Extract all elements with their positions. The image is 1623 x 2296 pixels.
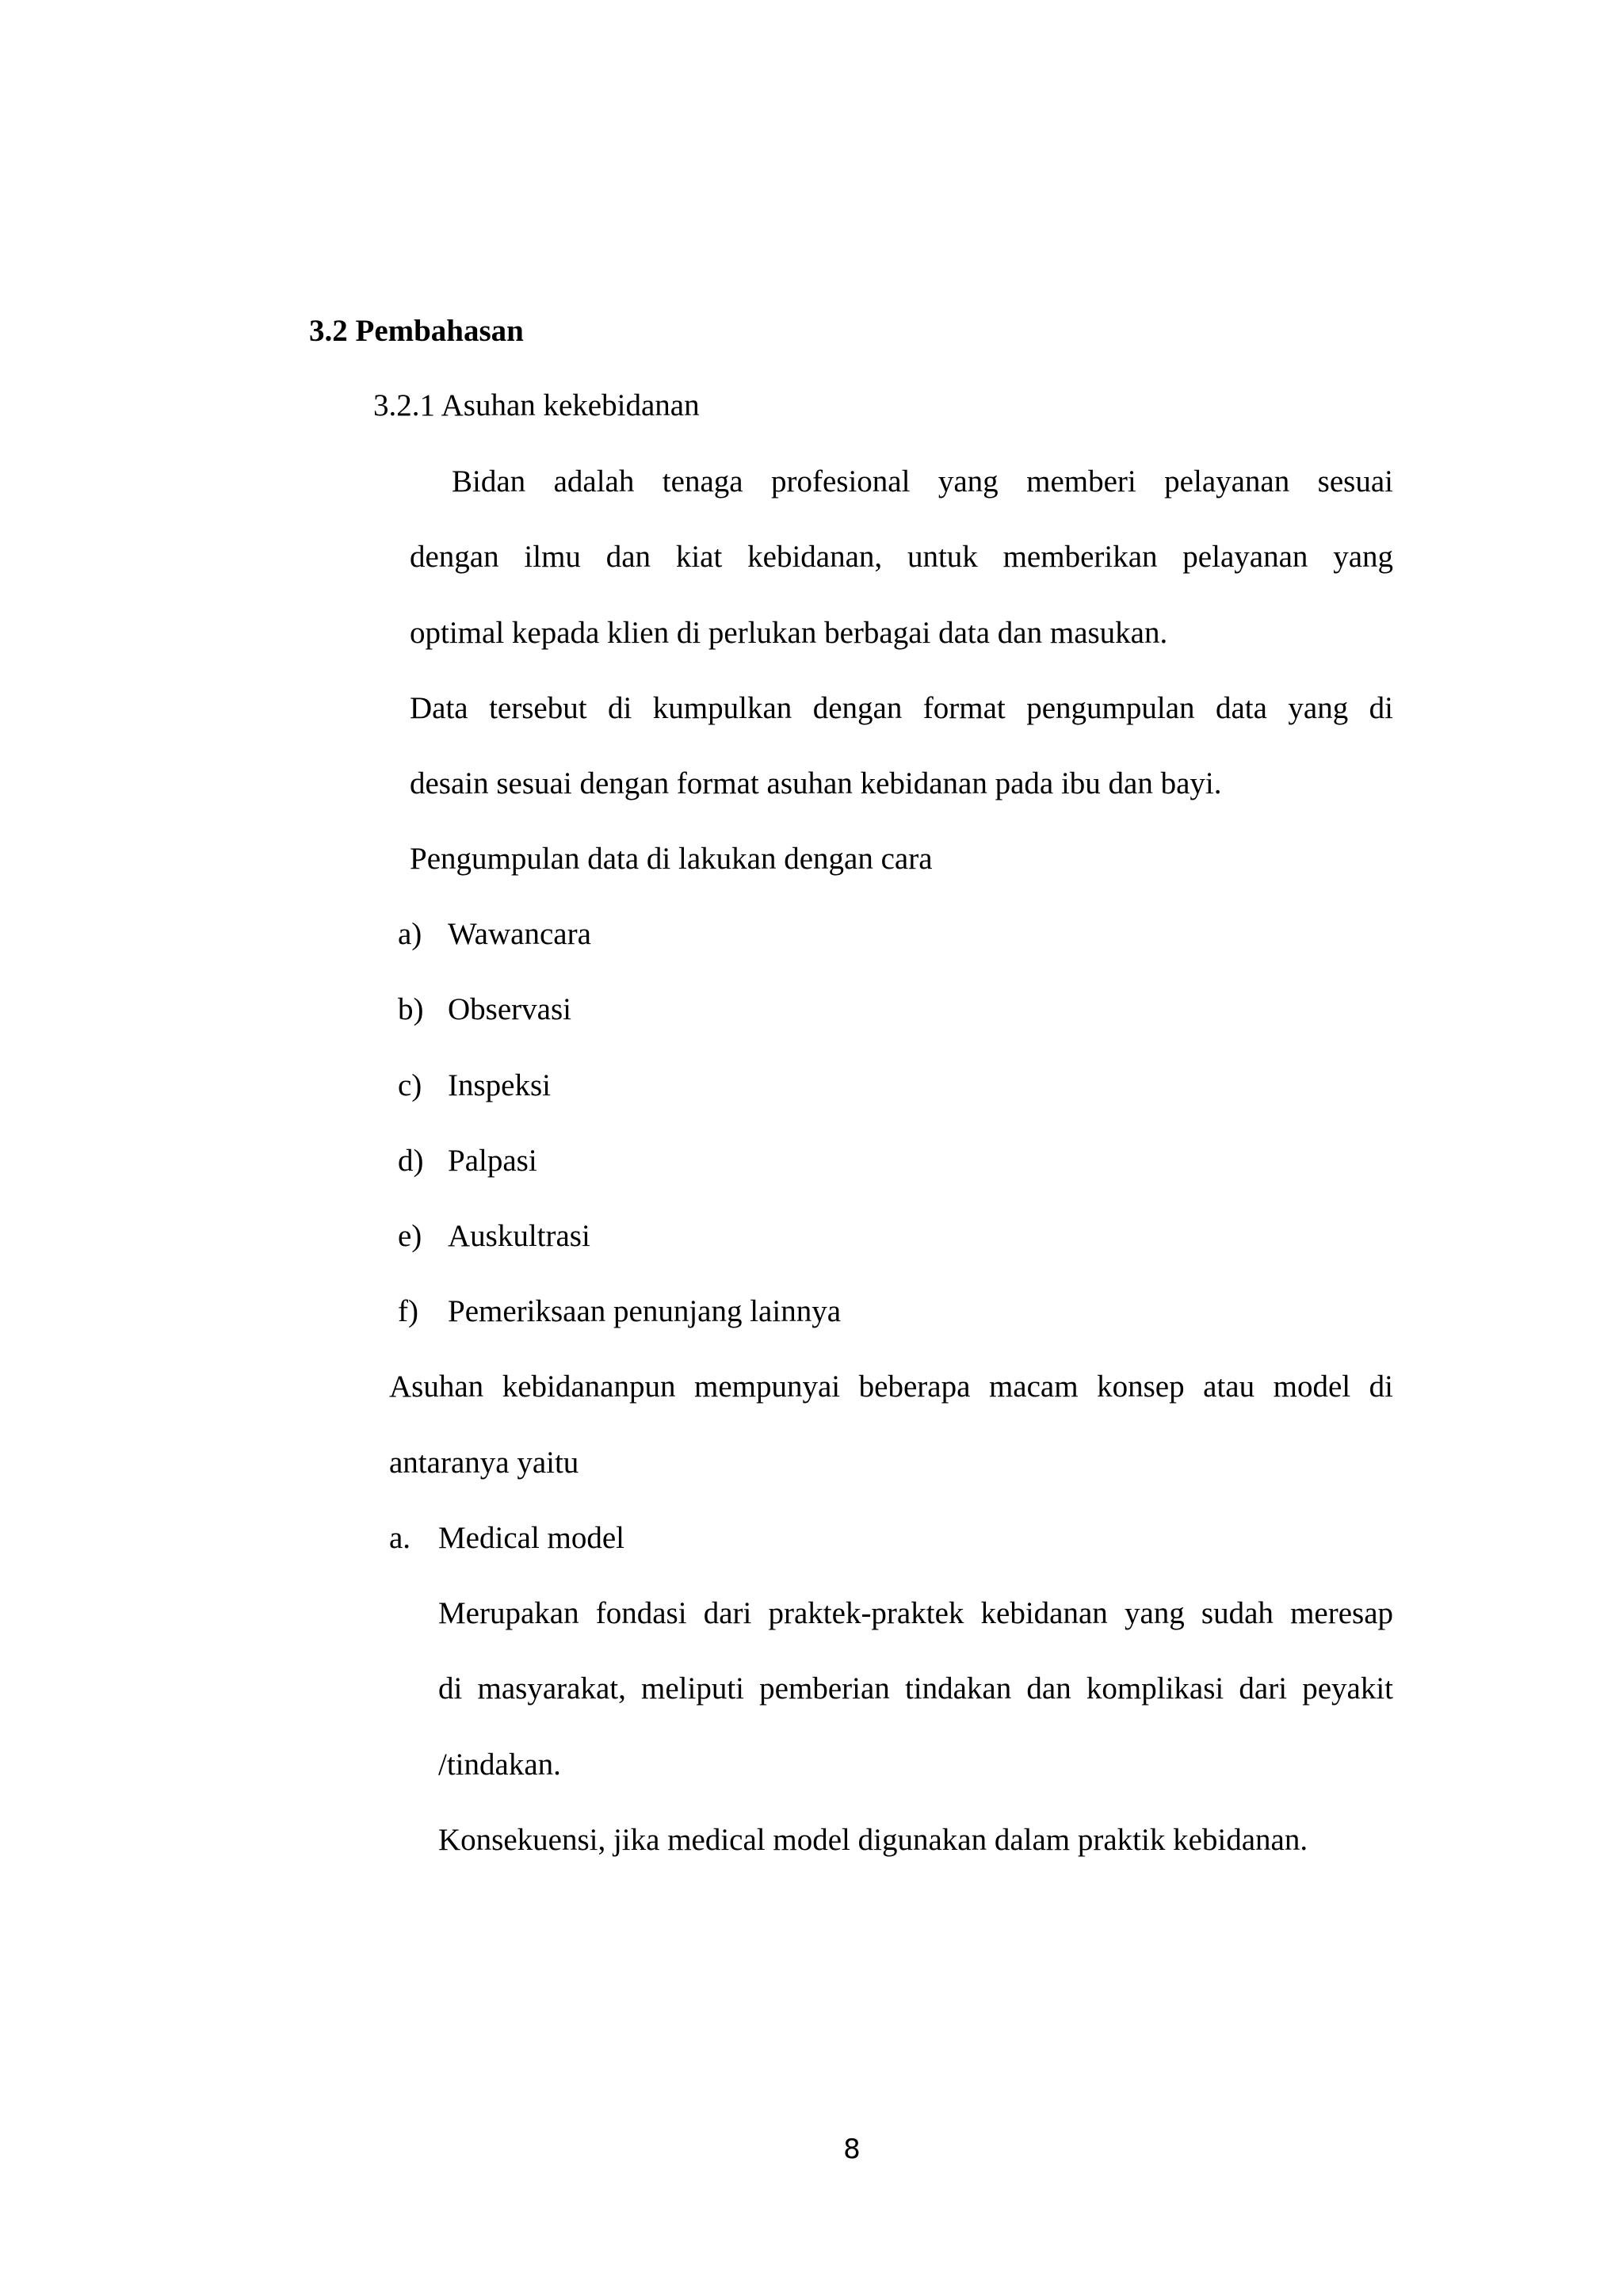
data-paragraph-line: desain sesuai dengan format asuhan kebidanan pada ibu dan bayi.	[410, 766, 1222, 800]
list-marker: e)	[398, 1219, 422, 1253]
list-item: Pemeriksaan penunjang lainnya	[448, 1294, 842, 1328]
list-item: Auskultrasi	[448, 1219, 590, 1253]
section-heading: 3.2 Pembahasan	[309, 314, 524, 348]
model-description-line: /tindakan.	[438, 1748, 561, 1782]
model-marker: a.	[389, 1521, 411, 1555]
page-number: 8	[843, 2134, 861, 2165]
list-marker: b)	[398, 992, 424, 1026]
data-paragraph-line: Data tersebut di kumpulkan dengan format pengumpulan data yang di	[410, 691, 1393, 725]
model-description-line: Merupakan fondasi dari praktek-praktek kebidanan yang sudah meresap	[438, 1596, 1393, 1630]
models-paragraph-line: antaranya yaitu	[389, 1446, 579, 1480]
intro-paragraph-line: Bidan adalah tenaga profesional yang memberi pelayanan sesuai	[452, 464, 1393, 499]
collection-intro: Pengumpulan data di lakukan dengan cara	[410, 842, 933, 876]
list-marker: c)	[398, 1068, 422, 1102]
model-title: Medical model	[438, 1521, 625, 1555]
list-marker: a)	[398, 917, 422, 951]
model-description-line: di masyarakat, meliputi pemberian tindakan dan komplikasi dari peyakit	[438, 1671, 1393, 1706]
model-consequence: Konsekuensi, jika medical model digunakan dalam praktik kebidanan.	[438, 1823, 1308, 1857]
models-paragraph-line: Asuhan kebidananpun mempunyai beberapa macam konsep atau model di	[389, 1370, 1393, 1404]
intro-paragraph-line: dengan ilmu dan kiat kebidanan, untuk memberikan pelayanan yang	[410, 540, 1393, 574]
list-marker: d)	[398, 1144, 424, 1178]
list-item: Palpasi	[448, 1144, 537, 1178]
list-item: Inspeksi	[448, 1068, 551, 1102]
list-item: Observasi	[448, 992, 571, 1026]
intro-paragraph-line: optimal kepada klien di perlukan berbagai data dan masukan.	[410, 616, 1168, 650]
subsection-heading: 3.2.1 Asuhan kekebidanan	[373, 388, 700, 422]
list-marker: f)	[398, 1294, 418, 1328]
list-item: Wawancara	[448, 917, 591, 951]
